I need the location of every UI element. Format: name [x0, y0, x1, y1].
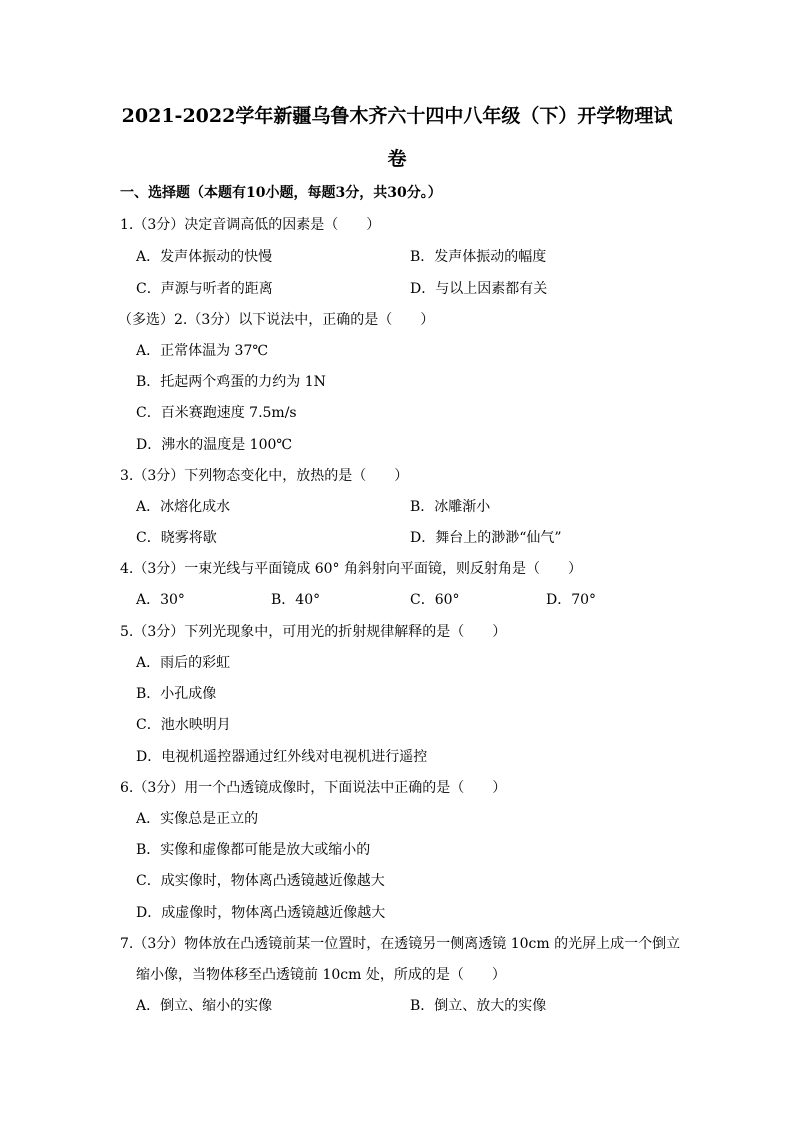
question-6-stem: 6.（3分）用一个凸透镜成像时，下面说法中正确的是（ ） [120, 780, 507, 796]
question-6-option-c: C．成实像时，物体离凸透镜越近像越大 [136, 873, 385, 889]
question-4-option-b: B．40° [271, 592, 321, 608]
question-6-option-a: A．实像总是正立的 [136, 811, 259, 827]
question-3-option-b: B．冰雕渐小 [410, 499, 491, 515]
question-1-option-b: B．发声体振动的幅度 [410, 249, 547, 265]
question-2-option-c: C．百米赛跑速度 7.5m/s [136, 405, 297, 421]
question-6-option-b: B．实像和虚像都可能是放大或缩小的 [136, 842, 371, 858]
question-4-stem: 4.（3分）一束光线与平面镜成 60° 角斜射向平面镜，则反射角是（ ） [120, 561, 582, 577]
question-5-stem: 5.（3分）下列光现象中，可用光的折射规律解释的是（ ） [120, 624, 507, 640]
question-7-option-b: B．倒立、放大的实像 [410, 998, 547, 1014]
question-7-stem-continued: 缩小像，当物体移至凸透镜前 10cm 处，所成的是（ ） [136, 967, 506, 983]
question-1-option-c: C．声源与听者的距离 [136, 281, 273, 297]
question-2-option-a: A．正常体温为 37℃ [136, 343, 269, 359]
section-heading: 一、选择题（本题有10小题，每题3分，共30分。） [120, 185, 442, 201]
question-5-option-a: A．雨后的彩虹 [136, 655, 231, 671]
question-5-option-b: B．小孔成像 [136, 686, 217, 702]
question-2-option-b: B．托起两个鸡蛋的力约为 1N [136, 374, 326, 390]
question-3-option-d: D．舞台上的渺渺“仙气” [410, 530, 562, 546]
exam-title-line-2: 卷 [387, 148, 407, 170]
exam-title-line-1: 2021-2022学年新疆乌鲁木齐六十四中八年级（下）开学物理试 [121, 105, 673, 127]
question-3-option-c: C．晓雾将歇 [136, 530, 217, 546]
question-3-option-a: A．冰熔化成水 [136, 499, 231, 515]
question-6-option-d: D．成虚像时，物体离凸透镜越近像越大 [136, 905, 386, 921]
question-4-option-a: A．30° [136, 592, 185, 608]
question-7-stem: 7.（3分）物体放在凸透镜前某一位置时，在透镜另一侧离透镜 10cm 的光屏上成一个倒立 [120, 936, 681, 952]
question-4-option-c: C．60° [410, 592, 460, 608]
question-5-option-c: C．池水映明月 [136, 717, 231, 733]
question-7-option-a: A．倒立、缩小的实像 [136, 998, 273, 1014]
question-1-option-a: A．发声体振动的快慢 [136, 249, 273, 265]
question-1-option-d: D．与以上因素都有关 [410, 281, 548, 297]
question-2-stem: （多选）2.（3分）以下说法中，正确的是（ ） [118, 312, 435, 328]
question-3-stem: 3.（3分）下列物态变化中，放热的是（ ） [120, 468, 409, 484]
question-4-option-d: D．70° [546, 592, 597, 608]
question-1-stem: 1.（3分）决定音调高低的因素是（ ） [120, 217, 381, 233]
question-5-option-d: D．电视机遥控器通过红外线对电视机进行遥控 [136, 749, 428, 765]
question-2-option-d: D．沸水的温度是 100℃ [136, 437, 293, 453]
